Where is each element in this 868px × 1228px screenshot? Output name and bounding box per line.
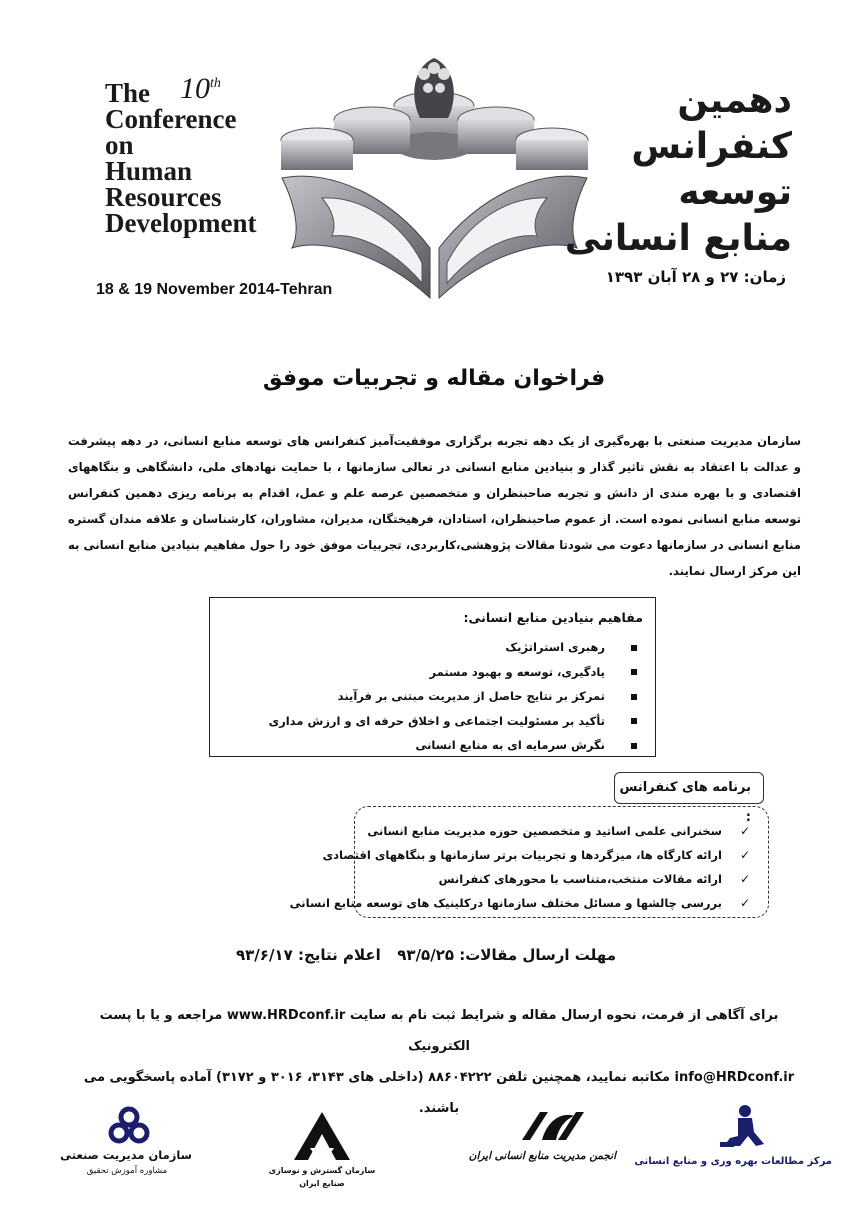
list-item (290, 891, 754, 915)
bullet-icon (631, 743, 637, 749)
en-title-line: Resources (105, 182, 222, 212)
concept-label: یادگیری، توسعه و بهبود مستمر (429, 664, 605, 679)
programs-heading: برنامه های کنفرانس : (614, 772, 764, 804)
persian-date: زمان: ۲۷ و ۲۸ آبان ۱۳۹۳ (605, 268, 786, 286)
list-item (269, 635, 637, 660)
imi-name: سازمان مدیریت صنعتی (60, 1148, 192, 1162)
concepts-box (209, 597, 656, 757)
checkmark-icon: ✓ (739, 848, 751, 862)
fa-title-line: توسعه (678, 172, 792, 213)
hrm-association-logo (468, 1098, 616, 1203)
intro-paragraph: سازمان مدیریت صنعتی با بهره‌گیری از یک دهه تجربه برگزاری موفقیت‌آمیز کنفرانس های توسعه منابع انسانی، در دهه پیشرفت و عدالت با اعتقاد به نقش تاثیر گذار و بنیادین منابع انسانی در تعالی سازمانها ، با حمایت نهادهای ملی، دانشگاهی و بنگاههای اقتصادی و با بهره مندی از دانش و تجربه صاحبنظران و متخصصین عرصه علم و عمل، اقدام به برنامه ریزی دهمین کنفرانس توسعه منابع انسانی نموده است. از عموم صاحبنظران، استادان، فرهیختگان، مدیران، مشاوران، کارشناسان و علاقه مندان گستره منابع انسانی در سازمانها دعوت می شودتا مقالات پژوهشی،کاربردی، تجربیات موفق خود را حول مفاهیم بنیادین منابع انسانی به این مرکز ارسال نمایند. (68, 434, 801, 578)
fa-title-line: منابع انسانی (564, 218, 792, 259)
ordinal-number: 10 (180, 72, 210, 105)
fa-title-line: دهمین (677, 80, 792, 121)
list-item (290, 867, 754, 891)
conference-logo (262, 48, 607, 303)
imi-emblem-icon (107, 1106, 151, 1146)
program-label: ارائه کارگاه ها، میزگردها و تجربیات برتر سازمانها و بنگاههای اقتصادی (322, 848, 722, 862)
hrm-association-name: انجمن مدیریت منابع انسانی ایران (468, 1150, 616, 1162)
call-for-papers-title: فراخوان مقاله و تجربیات موفق (262, 366, 606, 391)
en-title-line: on (105, 130, 134, 160)
list-item (269, 660, 637, 685)
productivity-center-name: مرکز مطالعات بهره وری و منابع انسانی (634, 1156, 832, 1167)
concept-label: تأکید بر مسئولیت اجتماعی و اخلاق حرفه ای و ارزش مداری (268, 713, 605, 728)
concepts-list (269, 635, 637, 758)
list-item (290, 843, 754, 867)
bullet-icon (631, 669, 637, 675)
program-label: سخنرانی علمی اساتید و متخصصین حوزه مدیریت منابع انسانی (367, 824, 722, 838)
persian-conference-title (562, 78, 792, 262)
ordinal-suffix: th (210, 76, 221, 91)
contact-line-1: برای آگاهی از فرمت، نحوه ارسال مقاله و شرایط ثبت نام به سایت www.HRDconf.ir مراجعه و یا با پست الکترونیک (99, 1008, 779, 1054)
fa-title-line: کنفرانس (631, 126, 792, 167)
concept-label: رهبری استراتژیک (505, 640, 605, 654)
idro-emblem-icon (290, 1110, 354, 1162)
checkmark-icon: ✓ (739, 824, 751, 838)
conference-logo-graphic (262, 48, 607, 303)
concepts-heading: مفاهیم بنیادین منابع انسانی: (463, 610, 643, 625)
productivity-center-logo (634, 1098, 832, 1203)
concept-label: نگرش سرمایه ای به منابع انسانی (415, 738, 605, 752)
programs-box (289, 806, 769, 918)
bullet-icon (631, 645, 637, 651)
english-date: 18 & 19 November 2014-Tehran (96, 281, 333, 298)
bullet-icon (631, 718, 637, 724)
en-title-line: Conference (105, 104, 237, 134)
idro-logo (262, 1098, 382, 1203)
imi-logo (62, 1098, 192, 1203)
checkmark-icon: ✓ (739, 872, 751, 886)
idro-name: سازمان گسترش و نوسازی (268, 1166, 376, 1175)
idro-subtitle: صنایع ایران (299, 1179, 345, 1188)
program-label: ارائه مقالات منتخب،متناسب با محورهای کنفرانس (438, 872, 722, 886)
contact-line-2: info@HRDconf.ir مکاتبه نمایید، همچنین تلفن ۸۸۶۰۴۲۲۲ (داخلی های ۳۱۴۳، ۳۰۱۶ و ۳۱۷۲) آماده پاسخگویی می باشند. (83, 1070, 795, 1116)
list-item (269, 733, 637, 758)
hrm-association-emblem-icon (518, 1108, 588, 1144)
bullet-icon (631, 694, 637, 700)
imi-subtitle: مشاوره آموزش تحقیق (86, 1166, 168, 1176)
submission-deadline: مهلت ارسال مقالات: ۹۳/۵/۲۵ (397, 946, 616, 964)
en-title-line: Human (105, 156, 193, 186)
en-ordinal (180, 72, 221, 106)
en-title-line: Development (105, 208, 257, 238)
list-item (290, 819, 754, 843)
en-title-line: The (105, 78, 151, 108)
results-date: اعلام نتایج: ۹۳/۶/۱۷ (236, 946, 381, 964)
concept-label: تمرکز بر نتایج حاصل از مدیریت مبتنی بر فرآیند (337, 689, 605, 703)
programs-list (290, 819, 754, 915)
checkmark-icon: ✓ (739, 896, 751, 910)
list-item (269, 684, 637, 709)
list-item (269, 709, 637, 734)
productivity-emblem-icon (720, 1104, 766, 1148)
program-label: بررسی چالشها و مسائل مختلف سازمانها درکلینیک های توسعه منابع انسانی (289, 896, 722, 910)
